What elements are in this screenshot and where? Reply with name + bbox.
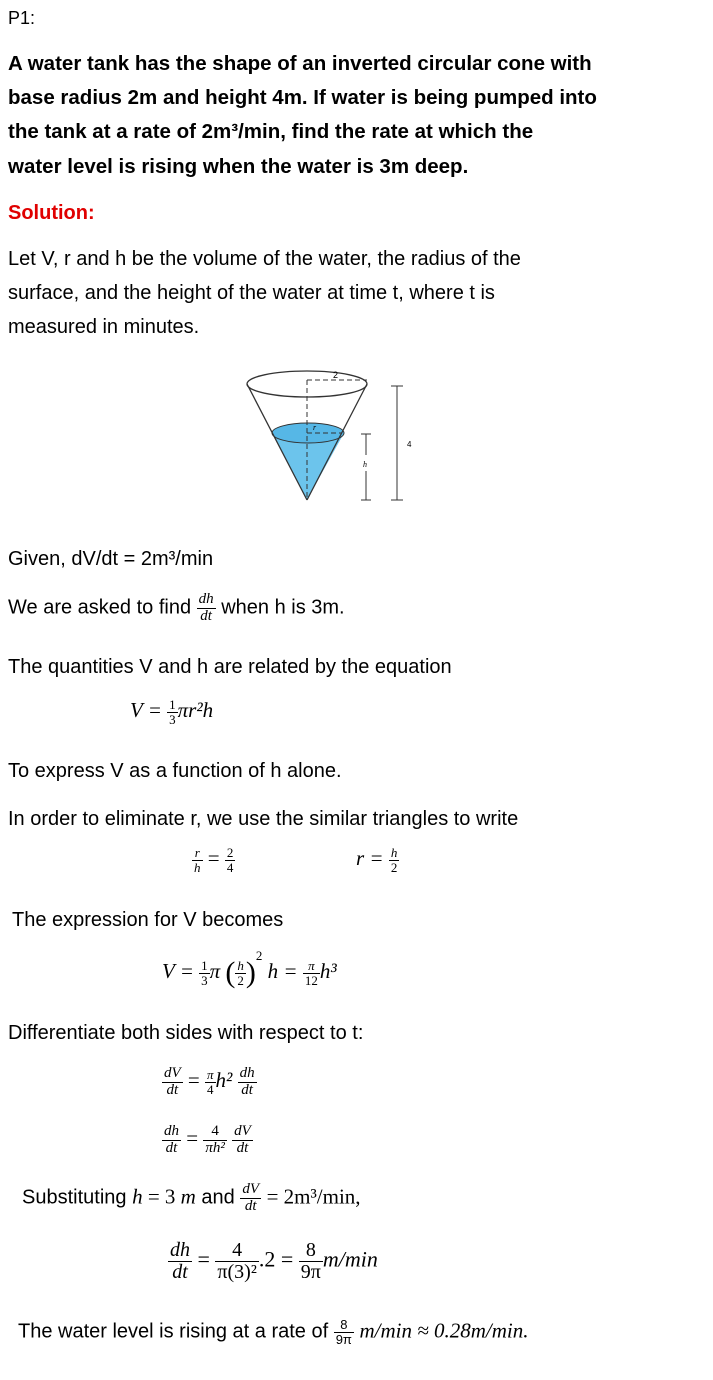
problem-line-3: the tank at a rate of 2m³/min, find the rate at which the: [8, 120, 534, 143]
asked-prefix: We are asked to find: [8, 596, 192, 619]
similar-triangles-equation: $\frac{r}{h}$ = $\frac{2}{4}$: [194, 845, 234, 875]
given-line: Given, dV/dt = 2m³/min: [8, 548, 214, 570]
problem-line-2: base radius 2m and height 4m. If water is being pumped into: [8, 86, 597, 109]
height-label: 4: [407, 440, 412, 449]
asked-suffix: when h is 3m.: [221, 596, 345, 619]
solution-label: Solution:: [8, 202, 95, 224]
result-equation: $\frac{dh}{dt}$ = $\frac{4}{\text{π(3)²}}$ .2 = $\frac{8}{9\pi}$ m/min: [170, 1239, 378, 1283]
water-radius-label: r: [313, 423, 317, 432]
eliminate-text: In order to eliminate r, we use the similar triangles to write: [8, 808, 519, 830]
conclusion-line: The water level is rising at a rate of $\frac{8}{9\pi}$ m/min ≈ 0.28m/min.: [18, 1317, 529, 1347]
asked-fraction: $\frac{dh}{dt}$: [198, 591, 214, 624]
intro-line-1: Let V, r and h be the volume of the water, the radius of the: [8, 248, 521, 270]
volume-equation: V = $\frac{1}{3}$ πr²h: [130, 697, 214, 727]
water-height-label: h: [363, 460, 367, 469]
intro-line-3: measured in minutes.: [8, 316, 200, 338]
radius-label: 2: [333, 370, 339, 380]
derivative-equation-2: $\frac{dh}{dt}$ = $\frac{4}{\text{πh²}}$ $\frac{dV}{dt}$: [164, 1123, 251, 1156]
expression-text: The expression for V becomes: [12, 909, 284, 931]
volume-of-h-equation: V = $\frac{1}{3}$ π ( $\frac{h}{2}$ )$^2$ h = $\frac{\pi}{12}$ h³: [162, 947, 337, 989]
cone-diagram: [230, 360, 420, 510]
asked-line: [8, 592, 345, 625]
substituting-line: Substituting h = 3 m and $\frac{dV}{dt}$ = 2m³/min,: [22, 1181, 361, 1214]
one-third-fraction: $\frac{1}{3}$: [169, 697, 176, 727]
radius-equation: r = $\frac{h}{2}$: [356, 845, 398, 875]
derivative-equation-1: $\frac{dV}{dt}$ = $\frac{\pi}{4}$ h² $\frac{dh}{dt}$: [164, 1065, 255, 1098]
problem-line-4: water level is rising when the water is 3m deep.: [8, 155, 469, 178]
relation-text: The quantities V and h are related by the equation: [8, 656, 452, 678]
problem-number: P1:: [8, 8, 36, 28]
express-text: To express V as a function of h alone.: [8, 760, 342, 782]
intro-line-2: surface, and the height of the water at time t, where t is: [8, 282, 495, 304]
problem-line-1: A water tank has the shape of an inverted circular cone with: [8, 52, 592, 75]
differentiate-text: Differentiate both sides with respect to t:: [8, 1022, 364, 1044]
